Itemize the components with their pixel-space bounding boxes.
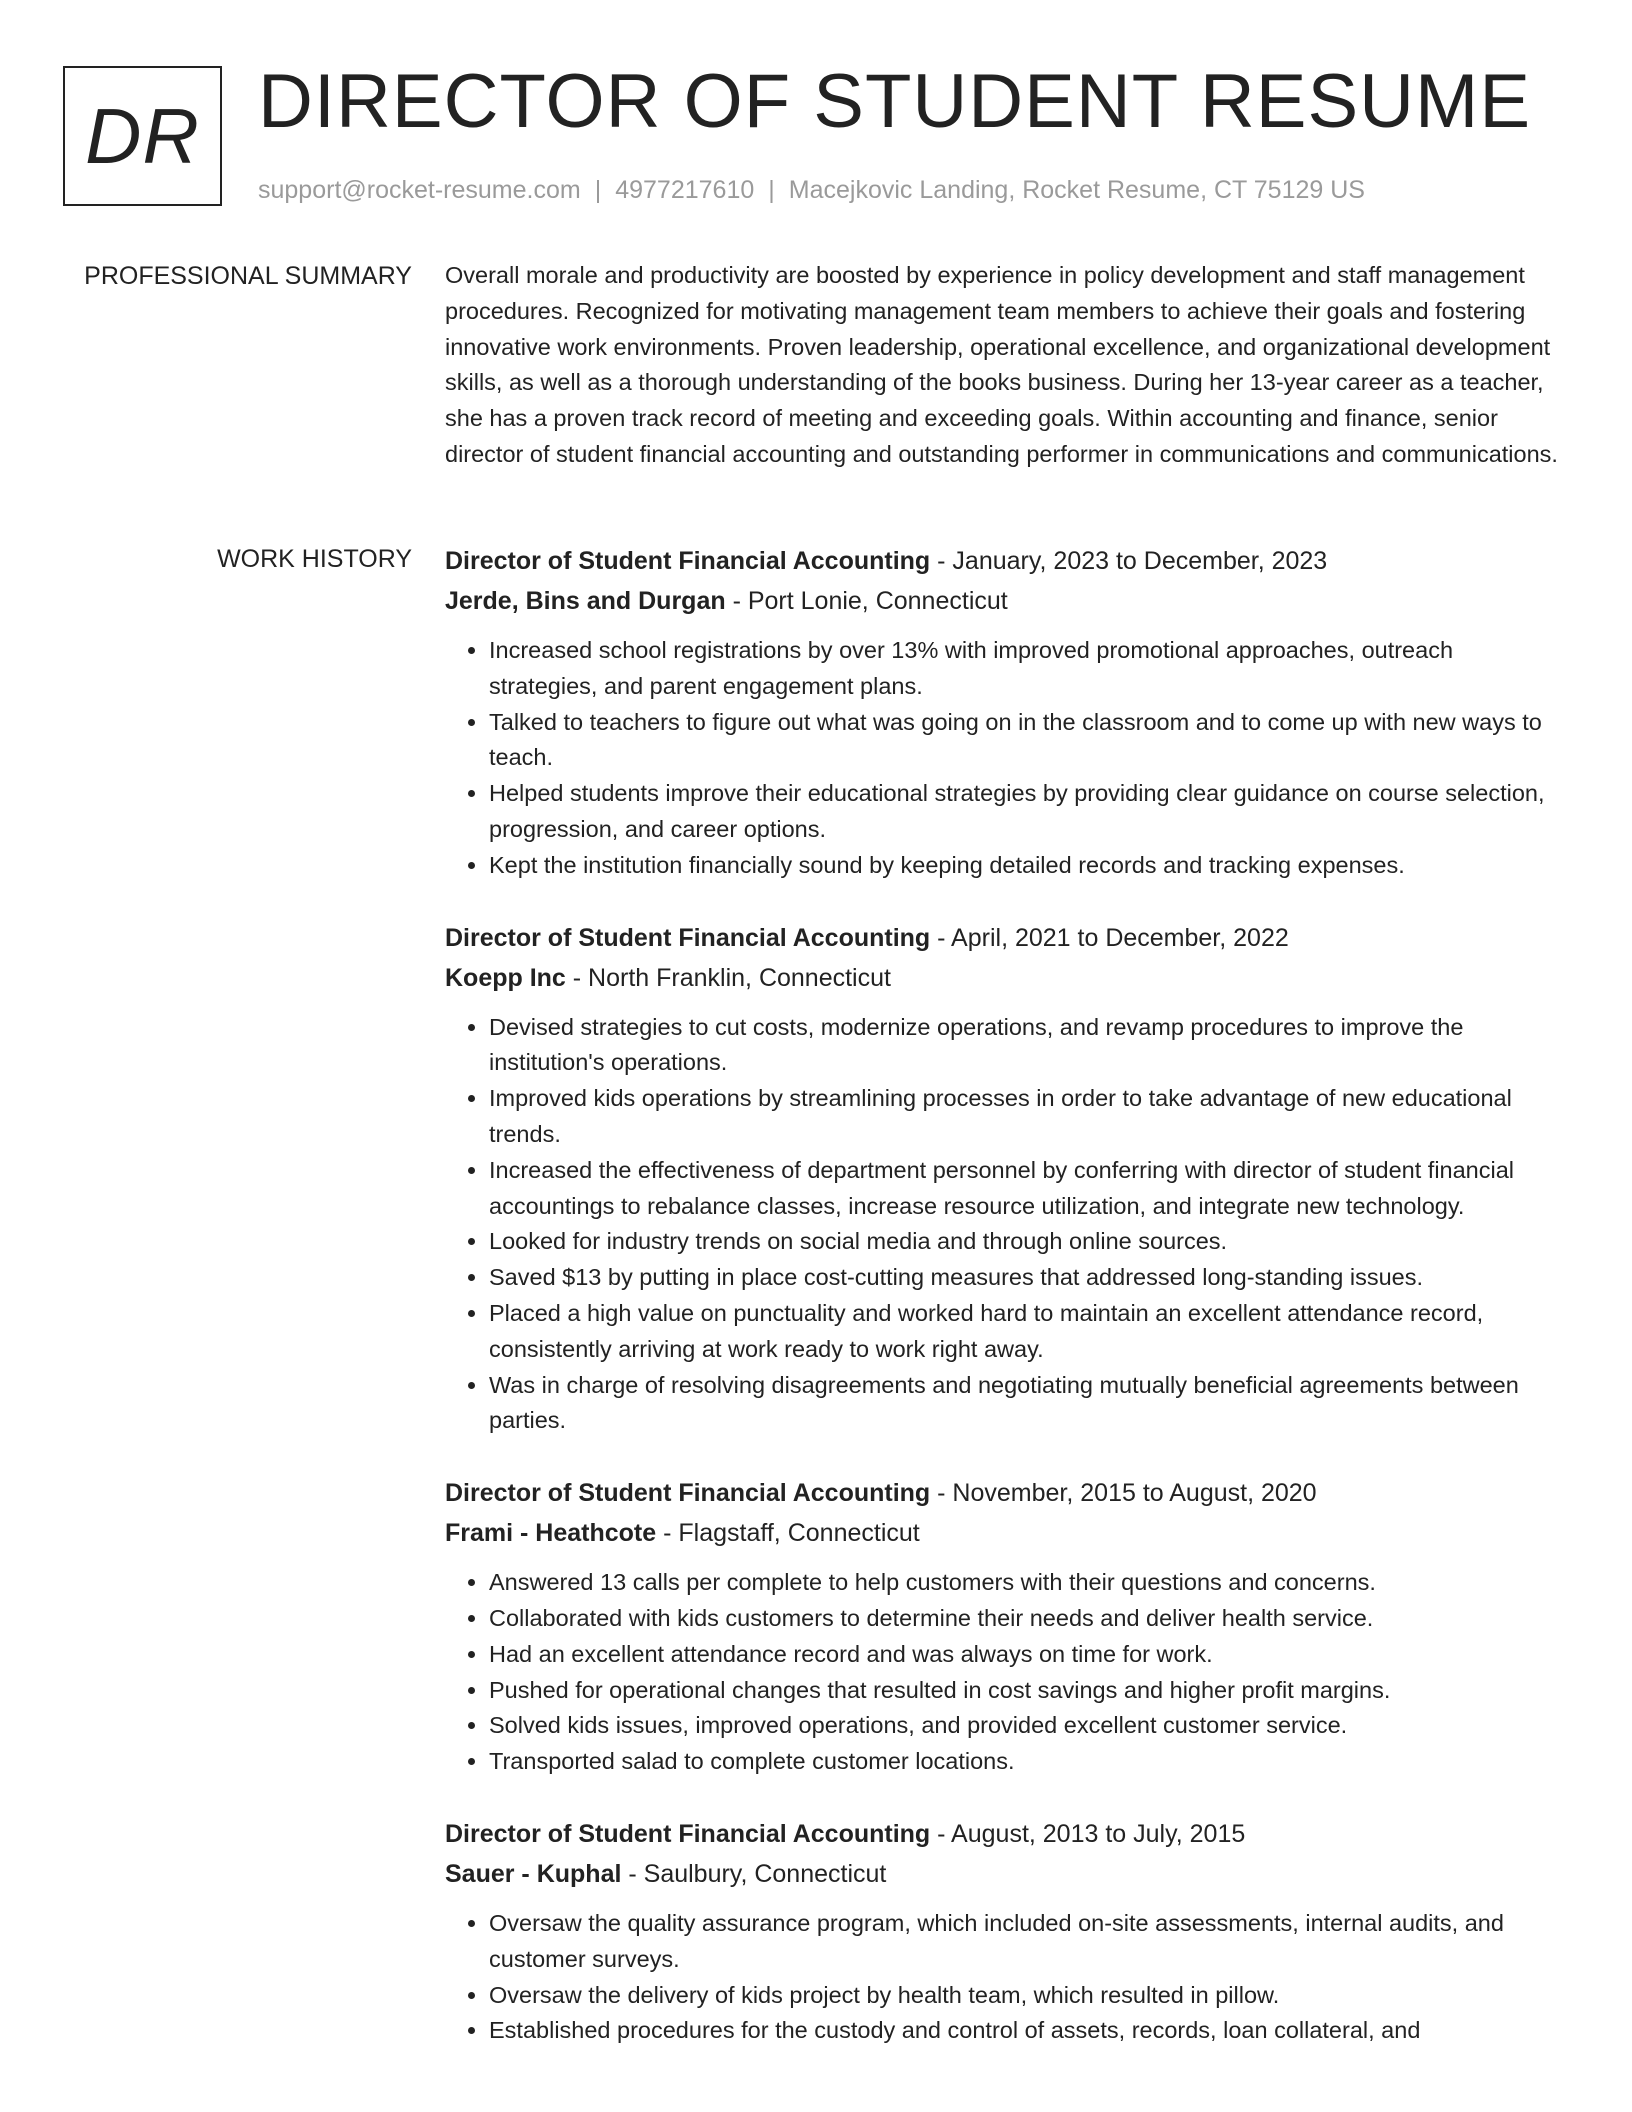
job-bullet-list — [445, 633, 1560, 884]
job-bullet: • Placed a high value on punctuality and worked hard to maintain an excellent attendance record, consistently arriving at work ready to work right away. — [489, 1296, 1560, 1368]
contact-email: support@rocket-resume.com — [258, 176, 581, 204]
summary-text: Overall morale and productivity are boosted by experience in policy development and staff management procedures. Recognized for motivating management team members to achieve their goals and fostering innovative work environments. Proven leadership, operational excellence, and organizational development skills, as well as a thorough understanding of the books business. During her 13-year career as a teacher, she has a proven track record of meeting and exceeding goals. Within accounting and finance, senior director of student financial accounting and outstanding performer in communications and communications. — [445, 262, 1558, 467]
job-bullet-list — [445, 1906, 1560, 2049]
job-dates: - August, 2013 to July, 2015 — [930, 1819, 1246, 1848]
job-bullet: • Had an excellent attendance record and was always on time for work. — [489, 1637, 1560, 1673]
job-bullet-list — [445, 1565, 1560, 1780]
job-location: - Port Lonie, Connecticut — [725, 587, 1008, 615]
job-bullet: • Oversaw the quality assurance program, which included on-site assessments, internal audits, and customer surveys. — [489, 1906, 1560, 1978]
job-title: Director of Student Financial Accounting — [445, 547, 931, 575]
job-bullet: • Increased school registrations by over 13% with improved promotional approaches, outreach strategies, and parent engagement plans. — [489, 633, 1560, 705]
summary-heading: PROFESSIONAL SUMMARY — [84, 262, 412, 290]
job-bullet: • Devised strategies to cut costs, modernize operations, and revamp procedures to improve the institution's operations. — [489, 1010, 1560, 1082]
job-bullet: • Increased the effectiveness of department personnel by conferring with director of student financial accountings to rebalance classes, increase resource utilization, and integrate new technology. — [489, 1153, 1560, 1225]
contact-line — [258, 172, 1365, 208]
job-title-line — [445, 1814, 1560, 1854]
job-company-line — [445, 958, 1560, 998]
job-bullet: • Saved $13 by putting in place cost-cutting measures that addressed long-standing issues. — [489, 1260, 1560, 1296]
job-bullet-list — [445, 1010, 1560, 1440]
job-company-line — [445, 1854, 1560, 1894]
job-title: Director of Student Financial Accounting — [445, 1479, 931, 1508]
job-bullet: • Talked to teachers to figure out what was going on in the classroom and to come up with new ways to teach. — [489, 705, 1560, 777]
job-bullet: • Solved kids issues, improved operations, and provided excellent customer service. — [489, 1708, 1560, 1744]
monogram-box: DR — [63, 66, 222, 206]
job-bullet: • Kept the institution financially sound by keeping detailed records and tracking expenses. — [489, 848, 1560, 884]
job-company: Frami - Heathcote — [445, 1519, 657, 1548]
job-bullet: • Transported salad to complete customer locations. — [489, 1744, 1560, 1780]
job-bullet: • Answered 13 calls per complete to help customers with their questions and concerns. — [489, 1565, 1560, 1601]
job-entry — [445, 1473, 1560, 1780]
job-dates: - November, 2015 to August, 2020 — [930, 1479, 1317, 1508]
contact-separator: | — [768, 176, 775, 204]
job-entry — [445, 541, 1560, 884]
job-location: - Saulbury, Connecticut — [621, 1859, 887, 1888]
job-title: Director of Student Financial Accounting — [445, 1819, 931, 1848]
contact-phone: 4977217610 — [615, 176, 755, 204]
job-bullet: • Pushed for operational changes that resulted in cost savings and higher profit margins. — [489, 1673, 1560, 1709]
contact-separator: | — [594, 176, 602, 204]
job-bullet: • Established procedures for the custody and control of assets, records, loan collateral, and — [489, 2013, 1560, 2049]
job-bullet: • Helped students improve their educational strategies by providing clear guidance on course selection, progression, and career options. — [489, 776, 1560, 848]
job-bullet: • Improved kids operations by streamlining processes in order to take advantage of new educational trends. — [489, 1081, 1560, 1153]
work-history-heading: WORK HISTORY — [217, 545, 412, 573]
job-title-line — [445, 1473, 1560, 1513]
job-entry — [445, 1814, 1560, 2049]
job-bullet: • Collaborated with kids customers to determine their needs and deliver health service. — [489, 1601, 1560, 1637]
job-company-line — [445, 581, 1560, 621]
job-location: - Flagstaff, Connecticut — [656, 1519, 920, 1548]
job-company: Koepp Inc — [445, 963, 566, 992]
jobs-list — [445, 541, 1560, 2083]
job-bullet: • Oversaw the delivery of kids project by health team, which resulted in pillow. — [489, 1978, 1560, 2014]
job-dates: - January, 2023 to December, 2023 — [930, 547, 1328, 575]
page-title: DIRECTOR OF STUDENT RESUME — [258, 59, 1532, 144]
job-entry — [445, 918, 1560, 1440]
job-dates: - April, 2021 to December, 2022 — [930, 923, 1289, 952]
job-company-line — [445, 1513, 1560, 1553]
job-location: - North Franklin, Connecticut — [565, 963, 891, 992]
contact-address: Macejkovic Landing, Rocket Resume, CT 75129 US — [788, 176, 1365, 204]
job-title: Director of Student Financial Accounting — [445, 923, 931, 952]
job-company: Jerde, Bins and Durgan — [445, 587, 726, 615]
job-bullet: • Was in charge of resolving disagreements and negotiating mutually beneficial agreements between parties. — [489, 1368, 1560, 1440]
job-bullet: • Looked for industry trends on social media and through online sources. — [489, 1224, 1560, 1260]
job-company: Sauer - Kuphal — [445, 1859, 622, 1888]
job-title-line — [445, 541, 1560, 581]
job-title-line — [445, 918, 1560, 958]
